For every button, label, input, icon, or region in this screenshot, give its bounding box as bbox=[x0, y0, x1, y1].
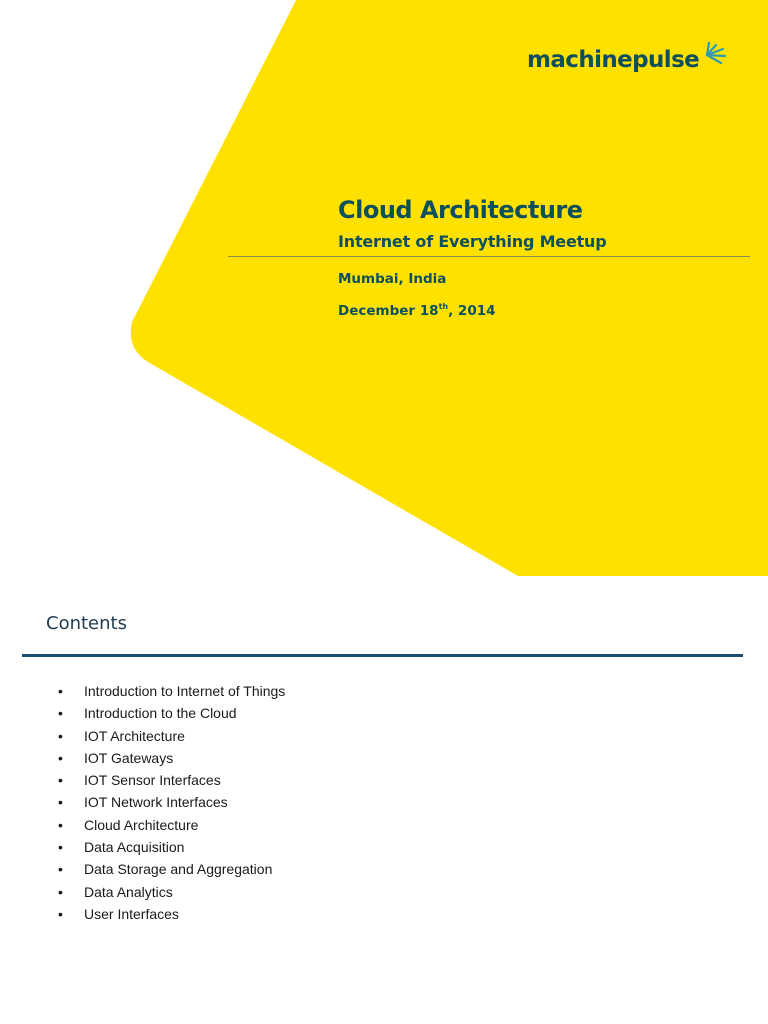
logo-text: machinepulse bbox=[527, 47, 700, 73]
bullet: • bbox=[58, 794, 63, 811]
list-item bbox=[58, 838, 285, 860]
bullet: • bbox=[58, 705, 63, 722]
list-item bbox=[58, 816, 285, 838]
date-suffix: , 2014 bbox=[448, 303, 496, 319]
bullet: • bbox=[58, 839, 63, 856]
list-item-text: IOT Network Interfaces bbox=[84, 794, 228, 811]
list-item-text: IOT Sensor Interfaces bbox=[84, 772, 221, 789]
list-item bbox=[58, 727, 285, 749]
event-location: Mumbai, India bbox=[338, 271, 447, 287]
bullet: • bbox=[58, 883, 63, 900]
list-item bbox=[58, 793, 285, 815]
list-item bbox=[58, 883, 285, 905]
contents-heading: Contents bbox=[46, 613, 127, 634]
list-item-text: Cloud Architecture bbox=[84, 816, 199, 833]
presentation-title: Cloud Architecture bbox=[338, 196, 583, 224]
list-item-text: Introduction to the Cloud bbox=[84, 705, 237, 722]
title-divider bbox=[228, 256, 750, 257]
list-item-text: IOT Gateways bbox=[84, 749, 174, 766]
list-item bbox=[58, 905, 285, 927]
contents-slide bbox=[0, 576, 768, 1024]
list-item-text: Data Analytics bbox=[84, 883, 173, 900]
bullet: • bbox=[58, 861, 63, 878]
date-ordinal: th bbox=[438, 302, 449, 311]
event-date bbox=[338, 302, 496, 319]
presentation-subtitle: Internet of Everything Meetup bbox=[338, 232, 607, 251]
date-prefix: December 18 bbox=[338, 303, 439, 319]
bullet: • bbox=[58, 905, 63, 922]
list-item bbox=[58, 704, 285, 726]
list-item bbox=[58, 682, 285, 704]
bullet: • bbox=[58, 816, 63, 833]
list-item bbox=[58, 749, 285, 771]
list-item-text: Introduction to Internet of Things bbox=[84, 683, 286, 699]
contents-list bbox=[58, 682, 285, 927]
list-item-text: User Interfaces bbox=[84, 905, 179, 922]
bullet: • bbox=[58, 772, 63, 789]
list-item bbox=[58, 771, 285, 793]
bullet: • bbox=[58, 683, 63, 699]
list-item-text: IOT Architecture bbox=[84, 727, 185, 744]
machinepulse-logo bbox=[527, 38, 729, 82]
pulse-burst-icon bbox=[701, 41, 729, 67]
list-item-text: Data Acquisition bbox=[84, 839, 185, 856]
bullet: • bbox=[58, 749, 63, 766]
list-item-text: Data Storage and Aggregation bbox=[84, 861, 273, 878]
bullet: • bbox=[58, 727, 63, 744]
list-item bbox=[58, 860, 285, 882]
contents-divider bbox=[22, 654, 743, 657]
